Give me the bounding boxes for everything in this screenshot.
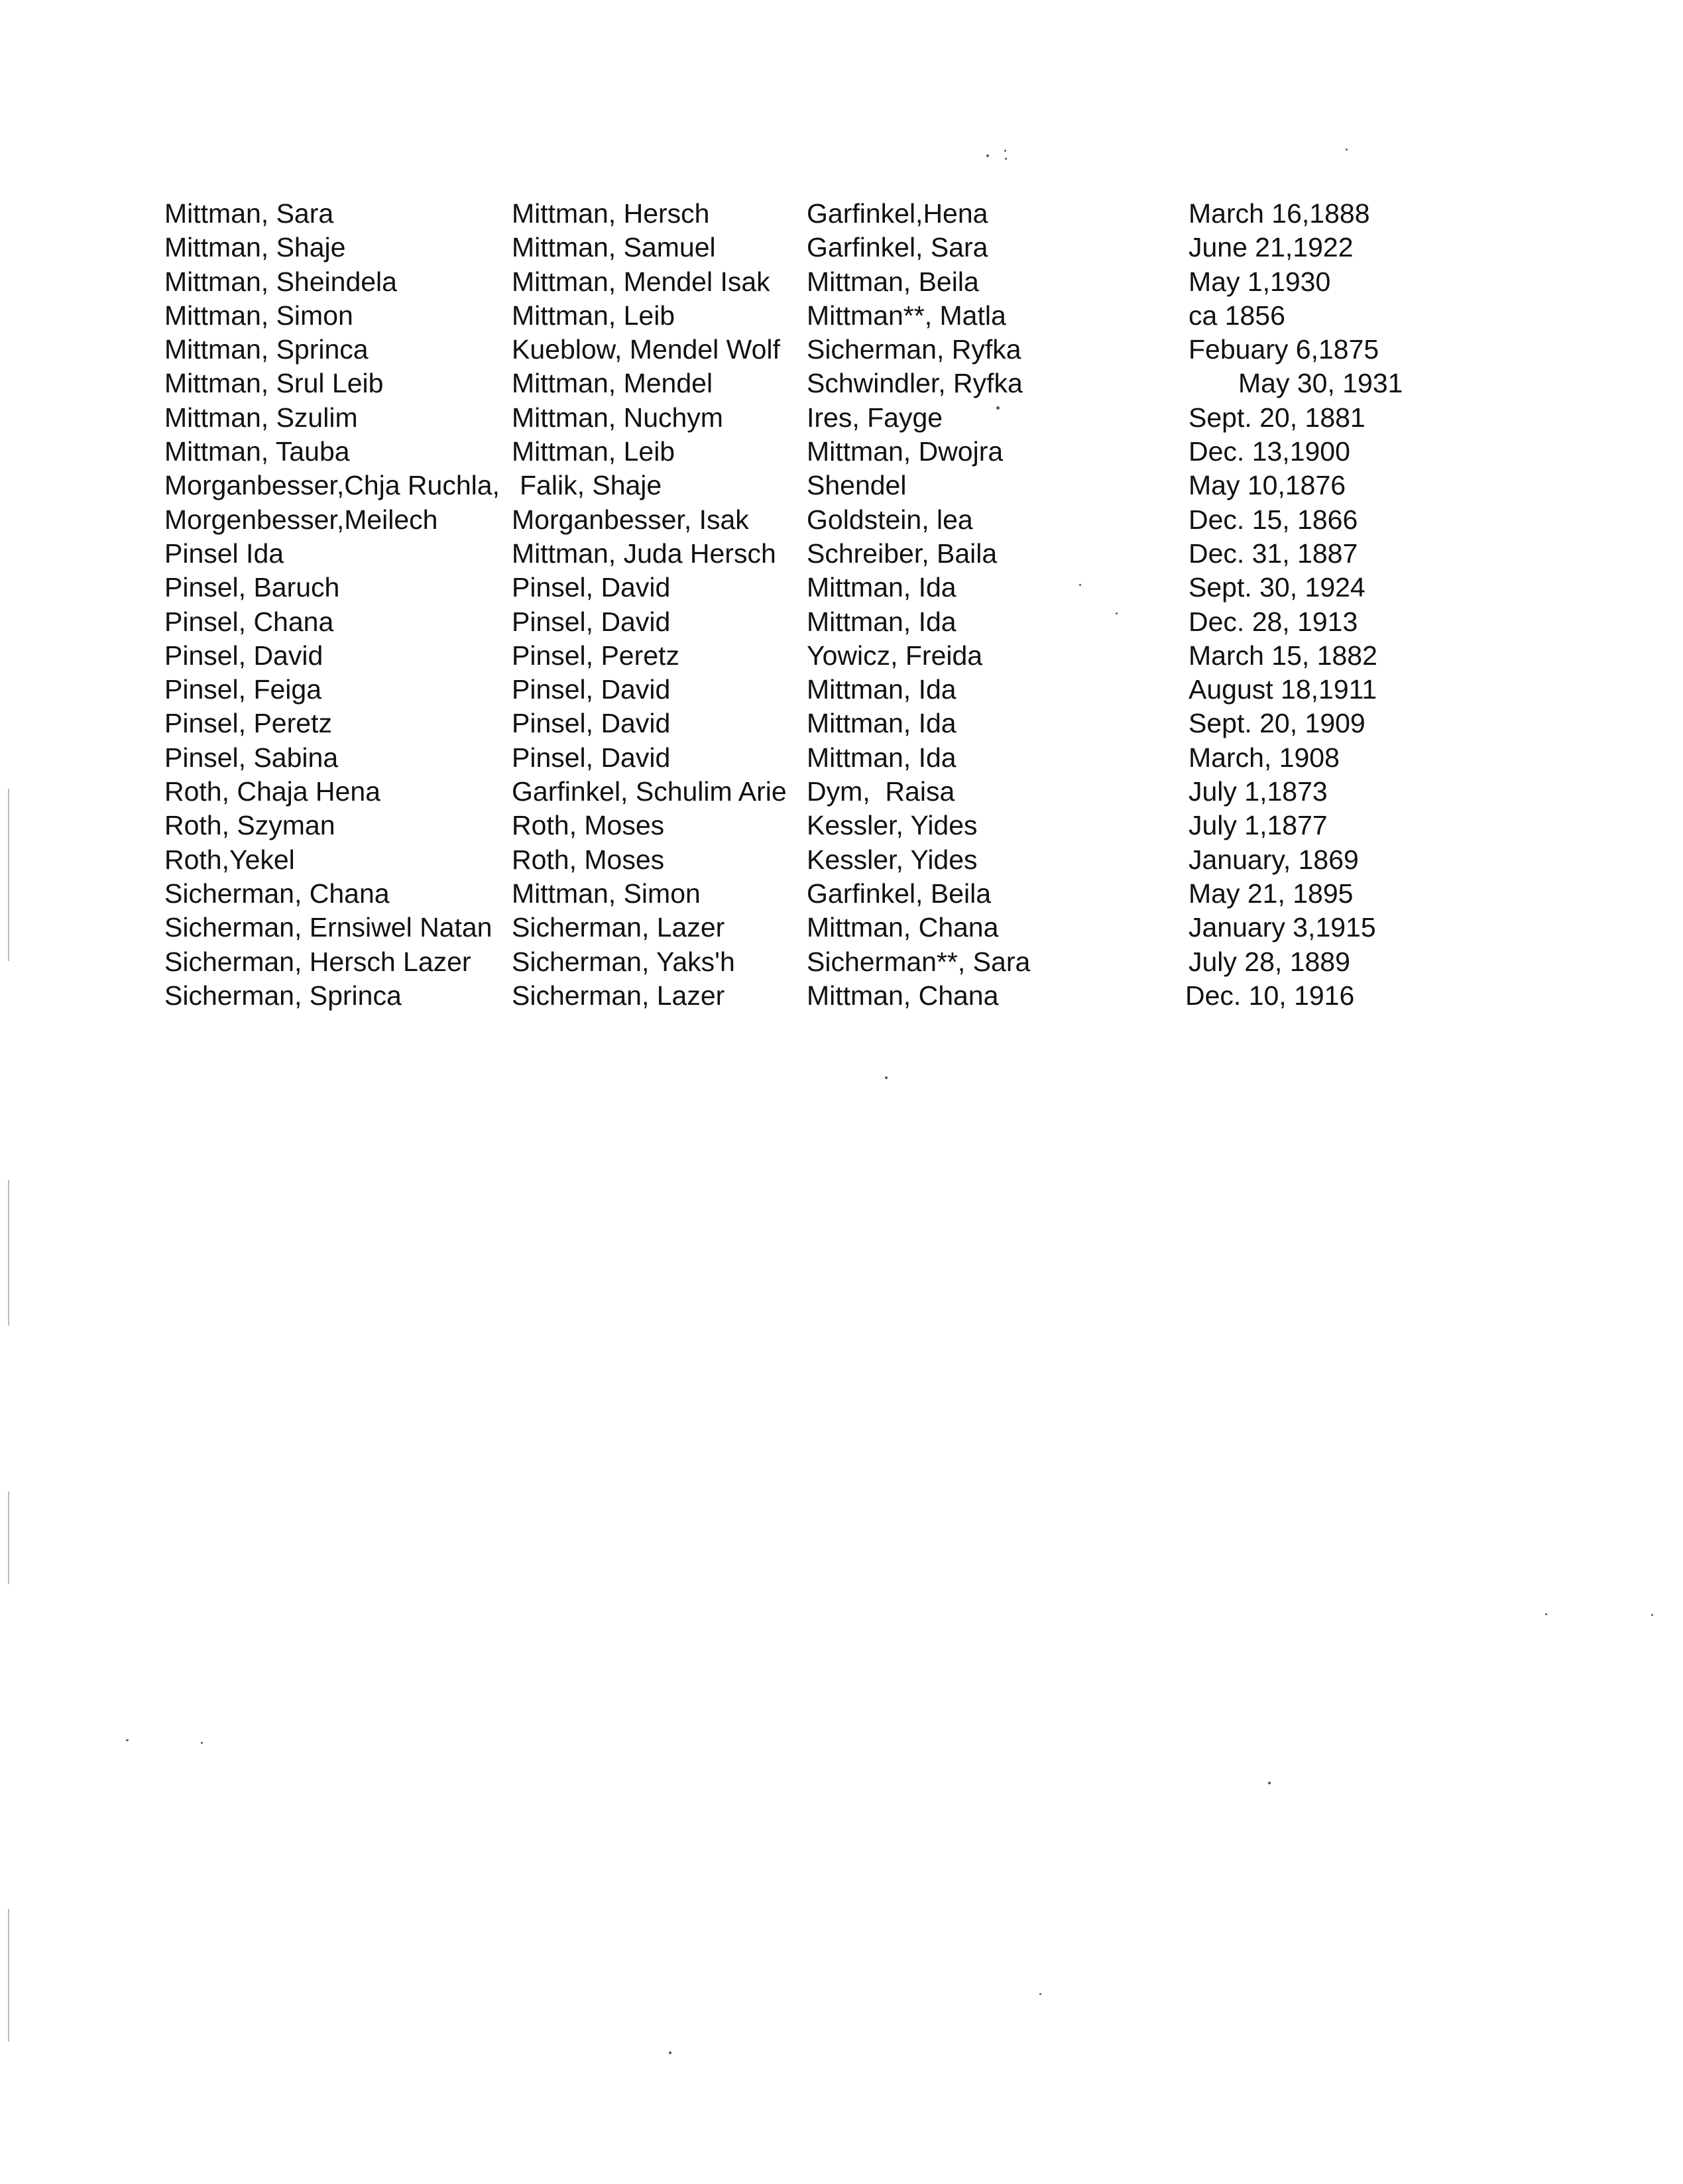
mother-name-cell: Shendel	[807, 470, 907, 501]
date-cell: ca 1856	[1189, 300, 1285, 331]
table-row	[164, 333, 1490, 367]
date-cell: August 18,1911	[1189, 674, 1377, 705]
records-table	[164, 197, 1490, 1013]
scan-speck	[1346, 148, 1348, 150]
mother-name-cell: Garfinkel,Hena	[807, 198, 988, 229]
scan-speck	[1268, 1782, 1271, 1784]
scan-edge-mark	[8, 789, 9, 961]
child-name-cell: Morganbesser,Chja Ruchla,	[164, 470, 500, 501]
mother-name-cell: Goldstein, lea	[807, 504, 973, 535]
table-row	[164, 571, 1490, 604]
child-name-cell: Mittman, Sprinca	[164, 334, 369, 365]
table-row	[164, 367, 1490, 400]
table-row	[164, 231, 1490, 264]
child-name-cell: Sicherman, Chana	[164, 878, 390, 909]
date-cell: Sept. 20, 1909	[1189, 708, 1365, 739]
date-cell: Sept. 30, 1924	[1189, 572, 1365, 603]
mother-name-cell: Mittman, Dwojra	[807, 436, 1004, 467]
father-name-cell: Kueblow, Mendel Wolf	[512, 334, 780, 365]
mother-name-cell: Sicherman**, Sara	[807, 946, 1031, 977]
scan-speck	[1651, 1614, 1653, 1616]
scan-speck	[1116, 612, 1118, 614]
scan-speck	[126, 1739, 129, 1741]
date-cell: July 1,1877	[1189, 810, 1328, 841]
table-row	[164, 605, 1490, 639]
table-row	[164, 945, 1490, 979]
father-name-cell: Mittman, Hersch	[512, 198, 710, 229]
table-row	[164, 639, 1490, 673]
mother-name-cell: Schreiber, Baila	[807, 538, 998, 569]
father-name-cell: Roth, Moses	[512, 810, 665, 841]
father-name-cell: Mittman, Nuchym	[512, 402, 723, 433]
child-name-cell: Mittman, Tauba	[164, 436, 350, 467]
table-row	[164, 809, 1490, 842]
date-cell: Dec. 15, 1866	[1189, 504, 1358, 535]
date-cell: June 21,1922	[1189, 232, 1354, 263]
scan-edge-mark	[8, 1491, 9, 1584]
mother-name-cell: Sicherman, Ryfka	[807, 334, 1021, 365]
table-row	[164, 911, 1490, 945]
scan-speck	[885, 1076, 888, 1079]
date-cell: May 1,1930	[1189, 266, 1331, 297]
date-cell: January 3,1915	[1189, 912, 1376, 943]
table-row	[164, 877, 1490, 911]
scan-edge-mark	[8, 1180, 9, 1326]
child-name-cell: Sicherman, Hersch Lazer	[164, 946, 471, 977]
mother-name-cell: Mittman, Ida	[807, 708, 957, 739]
child-name-cell: Pinsel, Sabina	[164, 742, 339, 773]
table-row	[164, 299, 1490, 333]
mother-name-cell: Mittman, Ida	[807, 572, 957, 603]
scan-speck	[669, 2051, 671, 2054]
date-cell: May 21, 1895	[1189, 878, 1354, 909]
father-name-cell: Pinsel, David	[512, 572, 671, 603]
mother-name-cell: Mittman, Ida	[807, 742, 957, 773]
child-name-cell: Mittman, Srul Leib	[164, 368, 384, 399]
father-name-cell: Pinsel, David	[512, 606, 671, 637]
mother-name-cell: Mittman, Chana	[807, 912, 999, 943]
date-cell: Dec. 31, 1887	[1189, 538, 1358, 569]
father-name-cell: Pinsel, David	[512, 742, 671, 773]
child-name-cell: Roth, Szyman	[164, 810, 335, 841]
date-cell: Dec. 13,1900	[1189, 436, 1350, 467]
child-name-cell: Mittman, Sara	[164, 198, 334, 229]
date-cell: Febuary 6,1875	[1189, 334, 1379, 365]
father-name-cell: Pinsel, David	[512, 708, 671, 739]
mother-name-cell: Kessler, Yides	[807, 810, 978, 841]
mother-name-cell: Mittman, Chana	[807, 980, 999, 1011]
date-cell: January, 1869	[1189, 844, 1359, 875]
table-row	[164, 673, 1490, 707]
table-row	[164, 265, 1490, 299]
father-name-cell: Pinsel, David	[512, 674, 671, 705]
father-name-cell: Mittman, Samuel	[512, 232, 716, 263]
scan-speck	[1039, 1993, 1041, 1995]
child-name-cell: Pinsel, Peretz	[164, 708, 332, 739]
mother-name-cell: Mittman**, Matla	[807, 300, 1006, 331]
date-cell: May 10,1876	[1189, 470, 1346, 501]
child-name-cell: Mittman, Simon	[164, 300, 353, 331]
father-name-cell: Falik, Shaje	[520, 470, 662, 501]
date-cell: March, 1908	[1189, 742, 1340, 773]
father-name-cell: Garfinkel, Schulim Arie	[512, 776, 787, 807]
mother-name-cell: Garfinkel, Beila	[807, 878, 992, 909]
table-row	[164, 707, 1490, 740]
father-name-cell: Pinsel, Peretz	[512, 640, 679, 671]
date-cell: Sept. 20, 1881	[1189, 402, 1365, 433]
mother-name-cell: Mittman, Ida	[807, 606, 957, 637]
child-name-cell: Pinsel, Baruch	[164, 572, 340, 603]
child-name-cell: Pinsel, Feiga	[164, 674, 322, 705]
child-name-cell: Mittman, Szulim	[164, 402, 358, 433]
scan-speck	[201, 1742, 203, 1744]
child-name-cell: Roth, Chaja Hena	[164, 776, 380, 807]
mother-name-cell: Schwindler, Ryfka	[807, 368, 1023, 399]
date-cell: May 30, 1931	[1238, 368, 1403, 399]
table-row	[164, 469, 1490, 502]
mother-name-cell: Mittman, Ida	[807, 674, 957, 705]
table-row	[164, 537, 1490, 571]
table-row	[164, 503, 1490, 537]
father-name-cell: Morganbesser, Isak	[512, 504, 749, 535]
child-name-cell: Pinsel, David	[164, 640, 323, 671]
table-row	[164, 401, 1490, 435]
date-cell: Dec. 10, 1916	[1185, 980, 1355, 1011]
scan-speck	[996, 406, 1000, 410]
father-name-cell: Mittman, Mendel Isak	[512, 266, 770, 297]
mother-name-cell: Kessler, Yides	[807, 844, 978, 875]
child-name-cell: Sicherman, Ernsiwel Natan	[164, 912, 493, 943]
father-name-cell: Sicherman, Lazer	[512, 980, 725, 1011]
father-name-cell: Roth, Moses	[512, 844, 665, 875]
scan-speck	[1005, 158, 1007, 160]
table-row	[164, 741, 1490, 775]
scan-speck	[986, 154, 989, 157]
scan-speck	[1545, 1613, 1547, 1615]
date-cell: March 15, 1882	[1189, 640, 1377, 671]
scan-speck	[1004, 150, 1006, 152]
child-name-cell: Pinsel, Chana	[164, 606, 334, 637]
child-name-cell: Roth,Yekel	[164, 844, 295, 875]
date-cell: July 28, 1889	[1189, 946, 1350, 977]
table-row	[164, 775, 1490, 809]
mother-name-cell: Mittman, Beila	[807, 266, 979, 297]
mother-name-cell: Ires, Fayge	[807, 402, 943, 433]
date-cell: July 1,1873	[1189, 776, 1328, 807]
scan-edge-mark	[8, 1909, 9, 2041]
father-name-cell: Mittman, Mendel	[512, 368, 713, 399]
date-cell: March 16,1888	[1189, 198, 1370, 229]
child-name-cell: Sicherman, Sprinca	[164, 980, 402, 1011]
table-row	[164, 197, 1490, 231]
table-row	[164, 979, 1490, 1013]
father-name-cell: Sicherman, Lazer	[512, 912, 725, 943]
father-name-cell: Mittman, Juda Hersch	[512, 538, 776, 569]
mother-name-cell: Yowicz, Freida	[807, 640, 983, 671]
child-name-cell: Pinsel Ida	[164, 538, 284, 569]
date-cell: Dec. 28, 1913	[1189, 606, 1358, 637]
father-name-cell: Mittman, Leib	[512, 436, 675, 467]
child-name-cell: Mittman, Sheindela	[164, 266, 397, 297]
child-name-cell: Morgenbesser,Meilech	[164, 504, 438, 535]
table-row	[164, 843, 1490, 877]
father-name-cell: Mittman, Leib	[512, 300, 675, 331]
table-row	[164, 435, 1490, 469]
father-name-cell: Mittman, Simon	[512, 878, 701, 909]
mother-name-cell: Dym, Raisa	[807, 776, 955, 807]
child-name-cell: Mittman, Shaje	[164, 232, 346, 263]
mother-name-cell: Garfinkel, Sara	[807, 232, 988, 263]
scan-speck	[1079, 584, 1081, 586]
father-name-cell: Sicherman, Yaks'h	[512, 946, 735, 977]
